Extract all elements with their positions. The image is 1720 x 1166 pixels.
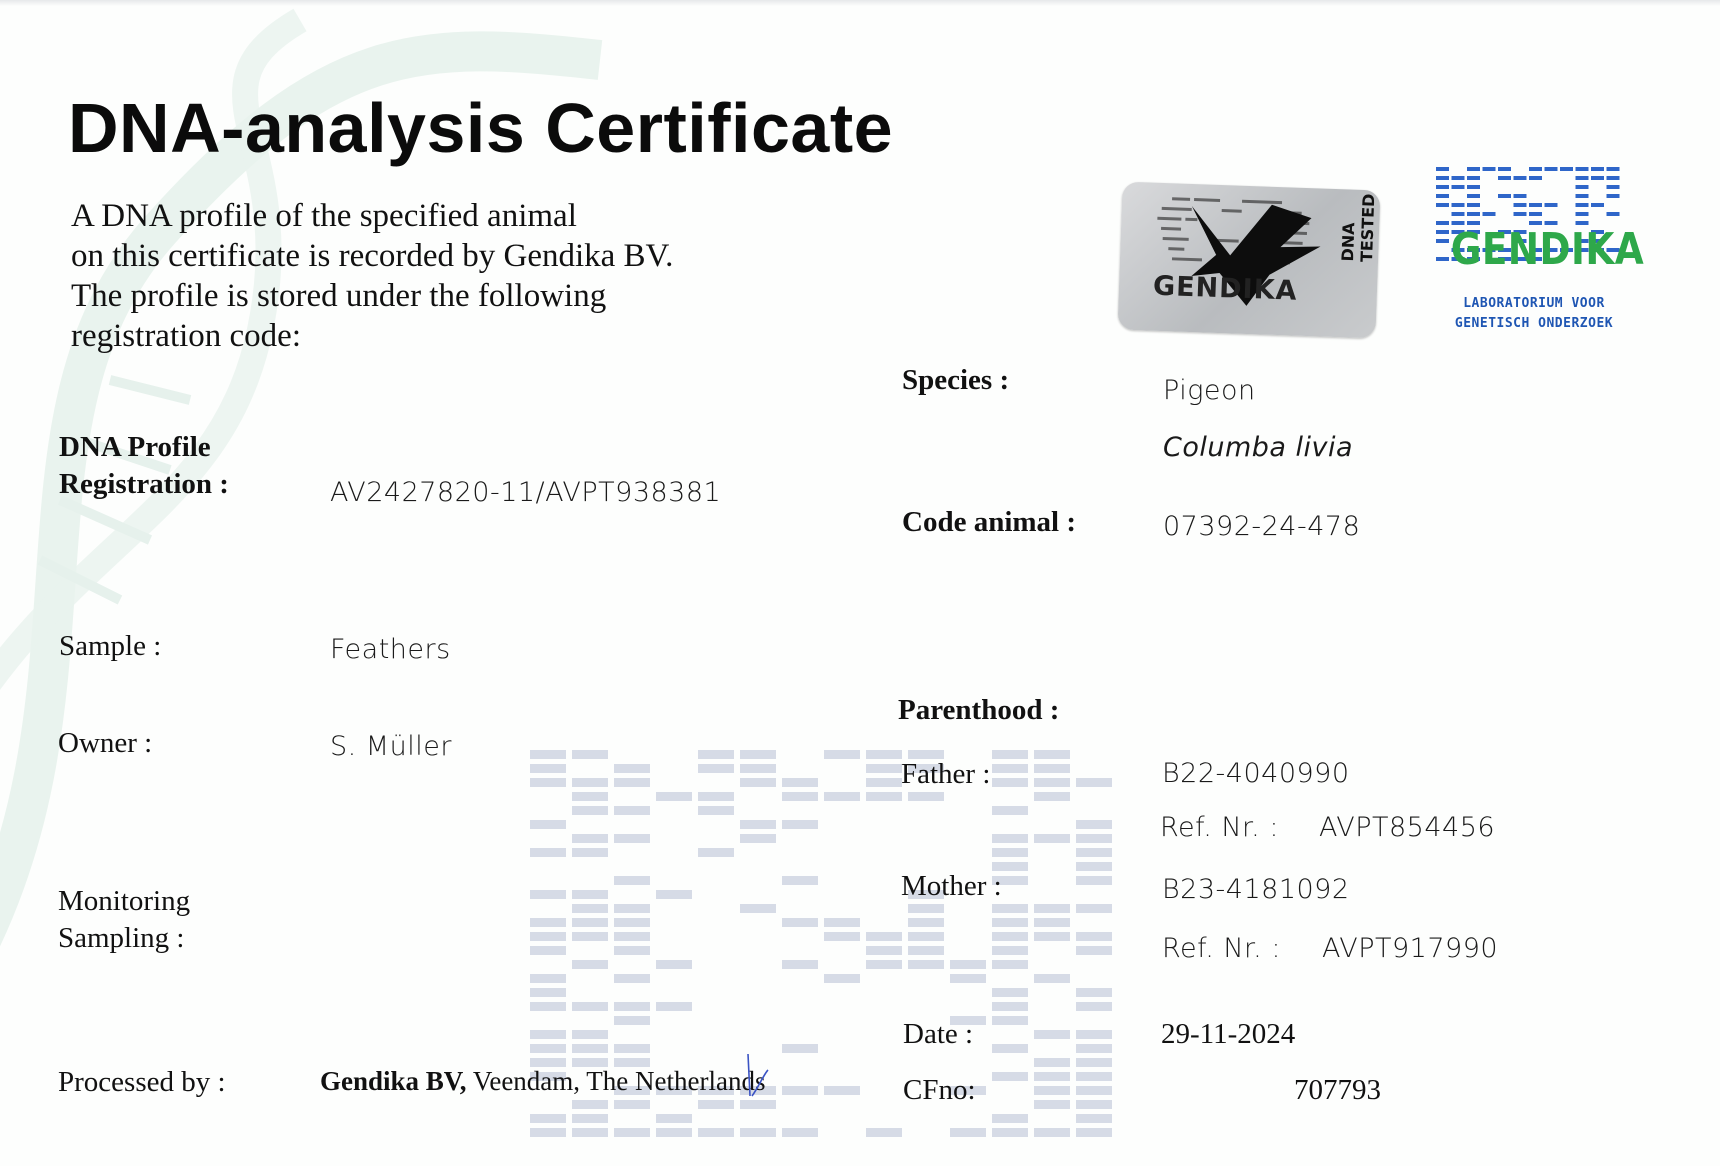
sample-value: Feathers bbox=[330, 634, 451, 665]
code-animal-value: 07392-24-478 bbox=[1163, 511, 1361, 542]
species-common: Pigeon bbox=[1163, 375, 1256, 406]
processed-value bbox=[320, 1066, 765, 1097]
mother-ref-value: AVPT917990 bbox=[1322, 933, 1499, 964]
code-animal-label: Code animal : bbox=[902, 506, 1076, 538]
dna-tested-seal bbox=[1117, 182, 1380, 339]
cfno-value: 707793 bbox=[1294, 1074, 1381, 1106]
logo-subtitle-line: LABORATORIUM VOOR bbox=[1463, 296, 1605, 311]
intro-line: The profile is stored under the following bbox=[71, 278, 607, 314]
intro-text bbox=[71, 196, 673, 356]
seal-tag: DNA TESTED bbox=[1338, 193, 1379, 263]
date-label: Date : bbox=[903, 1018, 974, 1050]
cfno-label: CFno: bbox=[903, 1074, 976, 1106]
logo-subtitle-line: GENETISCH ONDERZOEK bbox=[1454, 316, 1614, 331]
monitoring-label-line1: Monitoring bbox=[58, 885, 191, 917]
logo-name: GENDIKA bbox=[1450, 224, 1645, 275]
registration-label-line1: DNA Profile bbox=[59, 431, 211, 463]
date-value: 29-11-2024 bbox=[1161, 1018, 1296, 1050]
father-ref-label: Ref. Nr. : bbox=[1160, 812, 1279, 843]
signature-mark-icon bbox=[744, 1052, 774, 1100]
owner-value: S. Müller bbox=[330, 731, 452, 762]
logo-subtitle bbox=[1430, 294, 1638, 334]
intro-line: on this certificate is recorded by Gendika BV. bbox=[71, 238, 674, 274]
intro-line: registration code: bbox=[71, 318, 302, 354]
processed-location: Veendam, The Netherlands bbox=[466, 1066, 766, 1096]
father-label: Father : bbox=[901, 758, 991, 790]
father-ref-value: AVPT854456 bbox=[1319, 812, 1496, 843]
mother-value: B23-4181092 bbox=[1162, 874, 1350, 905]
sample-label: Sample : bbox=[59, 630, 162, 662]
processed-company: Gendika BV, bbox=[320, 1066, 467, 1096]
intro-line: A DNA profile of the specified animal bbox=[71, 198, 577, 234]
mother-ref-label: Ref. Nr. : bbox=[1162, 933, 1281, 964]
certificate-title: DNA-analysis Certificate bbox=[68, 89, 894, 167]
father-value: B22-4040990 bbox=[1162, 758, 1350, 789]
species-latin: Columba livia bbox=[1163, 432, 1354, 463]
processed-label: Processed by : bbox=[58, 1066, 226, 1098]
registration-label-line2: Registration : bbox=[59, 468, 229, 500]
registration-value: AV2427820-11/AVPT938381 bbox=[330, 477, 722, 508]
parenthood-label: Parenthood : bbox=[898, 694, 1060, 726]
monitoring-label-line2: Sampling : bbox=[58, 922, 185, 954]
seal-brand: GENDIKA bbox=[1152, 270, 1298, 307]
mother-label: Mother : bbox=[901, 870, 1002, 902]
owner-label: Owner : bbox=[58, 727, 153, 759]
species-label: Species : bbox=[902, 364, 1010, 396]
